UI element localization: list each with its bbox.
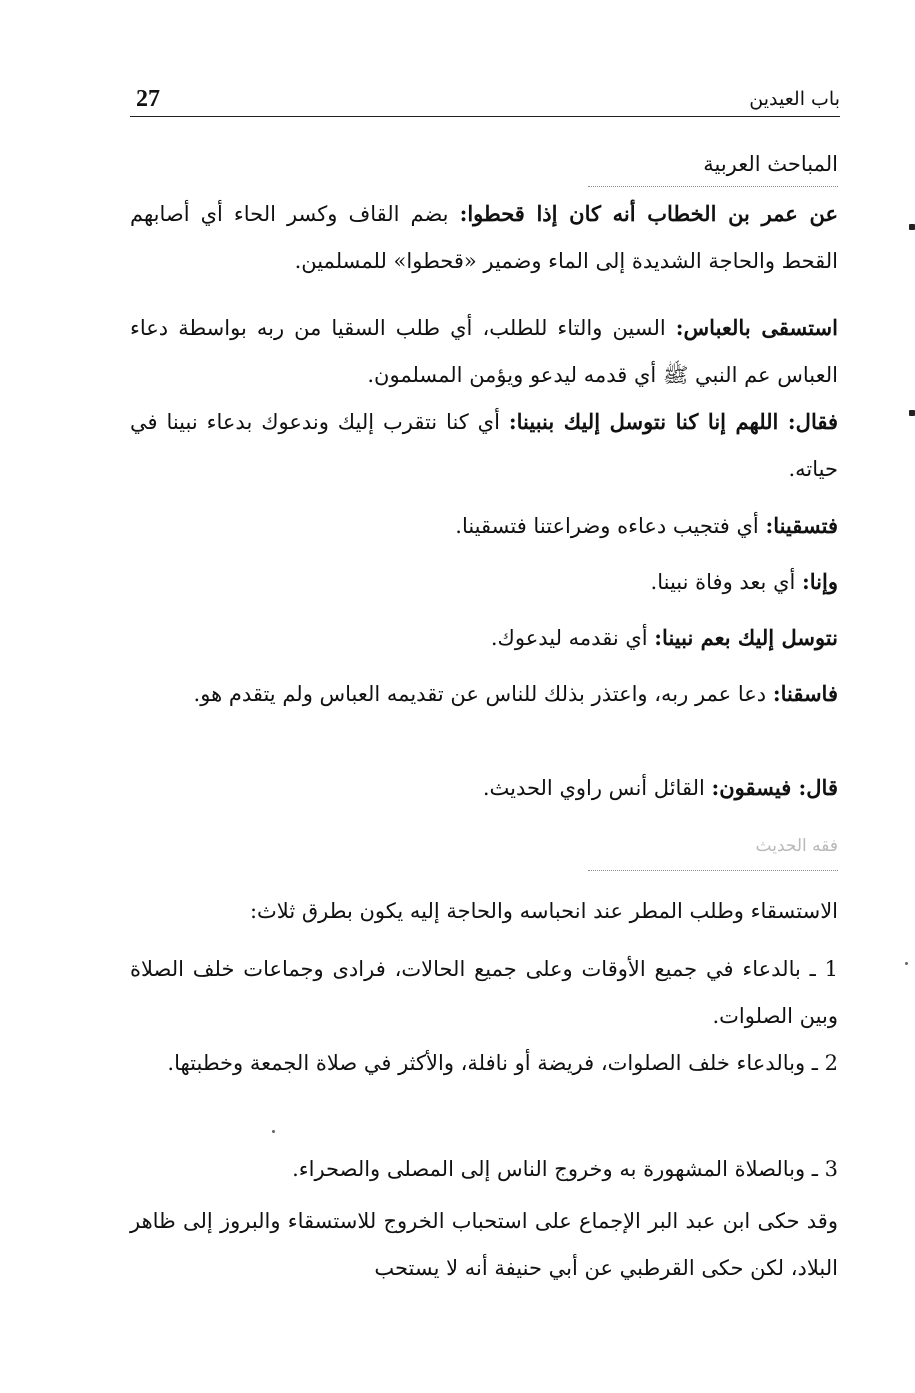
paragraph	[130, 1198, 838, 1292]
section-heading-text: فقه الحديث	[755, 836, 838, 856]
paragraph-text: بضم القاف وكسر الحاء أي أصابهم القحط والحاجة الشديدة إلى الماء وضمير «قحطوا» للمسلمين.	[130, 202, 838, 273]
paragraph	[130, 670, 838, 718]
page-number: 27	[136, 86, 160, 112]
paragraph	[130, 558, 838, 606]
paragraph-text: أي بعد وفاة نبينا.	[650, 570, 803, 594]
paragraph-text: القائل أنس راوي الحديث.	[482, 776, 712, 800]
paragraph-text: أي نقدمه ليدعوك.	[490, 626, 655, 650]
paragraph	[130, 502, 838, 550]
paragraph	[130, 304, 838, 399]
section-heading-arabic	[588, 152, 838, 187]
scan-speck	[905, 962, 908, 965]
paragraph-text: وقد حكى ابن عبد البر الإجماع على استحباب الخروج للاستسقاء والبروز إلى ظاهر البلاد، لكن حكى القرطبي عن أبي حنيفة أنه لا يستحب	[130, 1209, 838, 1280]
margin-mark	[909, 224, 915, 230]
paragraph-term: استسقى بالعباس:	[675, 315, 838, 340]
paragraph	[130, 398, 838, 493]
list-item	[130, 946, 838, 1040]
section-heading-fiqh	[588, 836, 838, 871]
running-head: باب العيدين	[749, 88, 840, 110]
paragraph	[130, 190, 838, 285]
paragraph-text: دعا عمر ربه، واعتذر بذلك للناس عن تقديمه العباس ولم يتقدم هو.	[193, 682, 773, 706]
paragraph-text: أي فتجيب دعاءه وضراعتنا فتسقينا.	[455, 514, 766, 538]
paragraph-term: وإنا:	[802, 569, 838, 594]
paragraph	[130, 764, 838, 812]
scan-speck	[272, 1130, 275, 1133]
paragraph-text: 2 ـ وبالدعاء خلف الصلوات، فريضة أو نافلة، والأكثر في صلاة الجمعة وخطبتها.	[167, 1051, 838, 1075]
margin-mark	[909, 410, 915, 416]
paragraph	[130, 888, 838, 935]
paragraph-text: 1 ـ بالدعاء في جميع الأوقات وعلى جميع الحالات، فرادى وجماعات خلف الصلاة وبين الصلوات.	[130, 957, 838, 1028]
paragraph-term: فقال: اللهم إنا كنا نتوسل إليك بنبينا:	[508, 409, 839, 434]
paragraph-term: قال: فيسقون:	[711, 775, 838, 800]
paragraph-text: الاستسقاء وطلب المطر عند انحباسه والحاجة إليه يكون بطرق ثلاث:	[249, 899, 838, 923]
paragraph-term: عن عمر بن الخطاب أنه كان إذا قحطوا:	[459, 201, 838, 226]
paragraph-text: 3 ـ وبالصلاة المشهورة به وخروج الناس إلى المصلى والصحراء.	[292, 1157, 838, 1181]
list-item	[130, 1146, 838, 1193]
page-header	[130, 82, 840, 117]
paragraph	[130, 614, 838, 662]
paragraph-term: فتسقينا:	[765, 513, 838, 538]
paragraph-term: فاسقنا:	[772, 681, 838, 706]
paragraph-text: أي كنا نتقرب إليك وندعوك بدعاء نبينا في حياته.	[130, 410, 838, 481]
section-heading-text: المباحث العربية	[703, 152, 838, 176]
paragraph-text: السين والتاء للطلب، أي طلب السقيا من ربه بواسطة دعاء العباس عم النبي ﷺ أي قدمه ليدعو ويؤمن المسلمون.	[130, 316, 838, 387]
paragraph-term: نتوسل إليك بعم نبينا:	[654, 625, 838, 650]
list-item	[130, 1040, 838, 1087]
